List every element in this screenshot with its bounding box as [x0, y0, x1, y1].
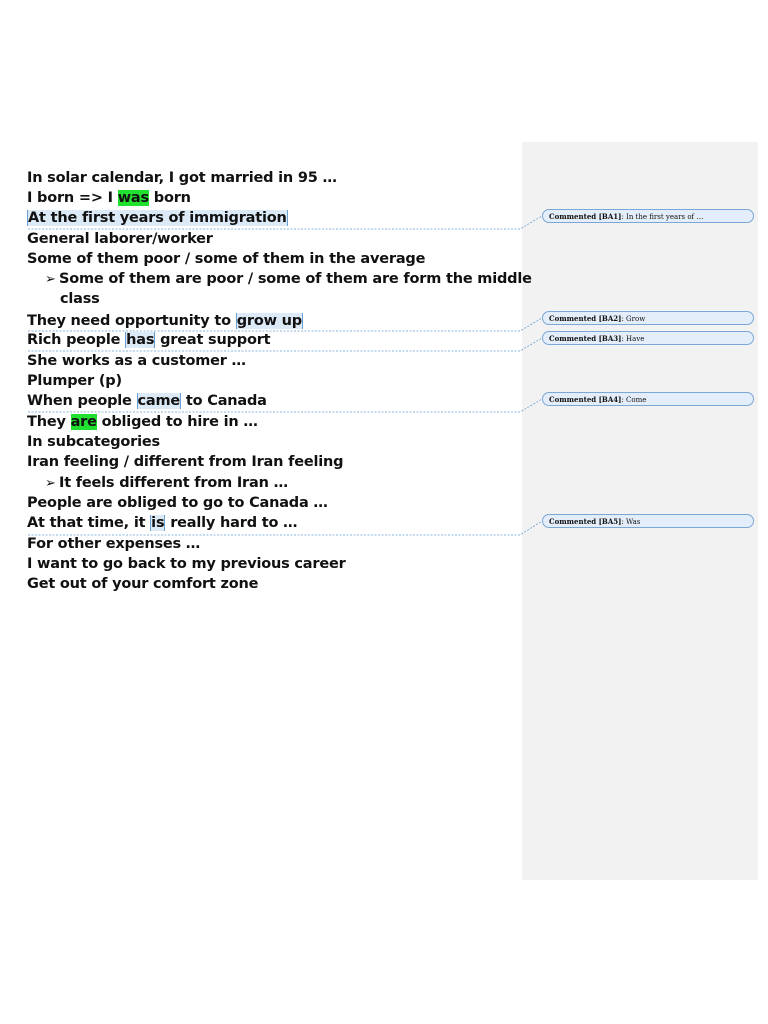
- line-text: class: [60, 291, 100, 307]
- text-line[interactable]: [27, 513, 297, 533]
- line-text: For other expenses …: [27, 536, 201, 552]
- text-line[interactable]: [27, 432, 160, 452]
- comment-pane: [522, 142, 758, 880]
- line-text: It feels different from Iran …: [59, 475, 288, 491]
- line-text: Get out of your comfort zone: [27, 576, 259, 592]
- text-line[interactable]: [60, 289, 100, 309]
- highlighted-word: are: [70, 414, 97, 430]
- line-text: obliged to hire in …: [96, 414, 258, 430]
- line-text: Some of them poor / some of them in the average: [27, 251, 426, 267]
- text-line[interactable]: [27, 188, 191, 208]
- comment-anchor[interactable]: came: [137, 393, 181, 409]
- text-line[interactable]: [27, 330, 270, 350]
- text-line[interactable]: [27, 534, 200, 554]
- line-text: Iran feeling / different from Iran feeling: [27, 454, 344, 470]
- line-text: great support: [155, 332, 271, 348]
- comment-label: Commented [BA5]: [549, 517, 622, 526]
- text-line[interactable]: [27, 168, 337, 188]
- text-line[interactable]: [27, 493, 328, 513]
- text-line[interactable]: [27, 412, 258, 432]
- line-text: When people: [27, 393, 137, 409]
- bullet-item[interactable]: [45, 269, 532, 289]
- comment-balloon[interactable]: [542, 514, 754, 528]
- line-text: Rich people: [27, 332, 126, 348]
- line-text: I want to go back to my previous career: [27, 556, 346, 572]
- comment-text: : Grow: [621, 315, 646, 323]
- line-text: In subcategories: [27, 434, 160, 450]
- text-line[interactable]: [27, 249, 425, 269]
- comment-anchor[interactable]: At the first years of immigration: [28, 210, 287, 226]
- comment-text: : Was: [621, 518, 641, 526]
- bullet-item[interactable]: [45, 473, 288, 493]
- line-text: In solar calendar, I got married in 95 …: [27, 170, 337, 186]
- comment-label: Commented [BA3]: [549, 334, 622, 343]
- comment-anchor[interactable]: grow up: [236, 313, 302, 329]
- line-text: I born => I: [27, 190, 118, 206]
- line-text: At that time, it: [27, 515, 151, 531]
- text-line[interactable]: [27, 574, 258, 594]
- comment-label: Commented [BA2]: [549, 314, 622, 323]
- line-text: She works as a customer …: [27, 353, 246, 369]
- line-text: Some of them are poor / some of them are form the middle: [59, 271, 532, 287]
- comment-anchor[interactable]: has: [126, 332, 155, 348]
- line-text: born: [148, 190, 191, 206]
- comment-label: Commented [BA4]: [549, 395, 622, 404]
- text-line[interactable]: [27, 391, 267, 411]
- line-text: They: [27, 414, 71, 430]
- comment-anchor[interactable]: is: [151, 515, 165, 531]
- text-line[interactable]: [27, 208, 288, 228]
- comment-label: Commented [BA1]: [549, 212, 622, 221]
- arrow-bullet-icon: ➢: [45, 272, 56, 287]
- line-text: really hard to …: [165, 515, 298, 531]
- comment-balloon[interactable]: [542, 331, 754, 345]
- highlighted-word: was: [117, 190, 149, 206]
- line-text: They need opportunity to: [27, 313, 236, 329]
- text-line[interactable]: [27, 371, 122, 391]
- text-line[interactable]: [27, 229, 213, 249]
- arrow-bullet-icon: ➢: [45, 476, 56, 491]
- comment-balloon[interactable]: [542, 311, 754, 325]
- line-text: General laborer/worker: [27, 231, 213, 247]
- comment-text: : Have: [621, 335, 645, 343]
- line-text: to Canada: [181, 393, 267, 409]
- text-line[interactable]: [27, 311, 303, 331]
- comment-text: : Come: [621, 396, 647, 404]
- text-line[interactable]: [27, 554, 346, 574]
- comment-text: : In the first years of …: [621, 213, 704, 221]
- line-text: People are obliged to go to Canada …: [27, 495, 328, 511]
- text-line[interactable]: [27, 351, 246, 371]
- comment-balloon[interactable]: [542, 392, 754, 406]
- comment-balloon[interactable]: [542, 209, 754, 223]
- line-text: Plumper (p): [27, 373, 122, 389]
- text-line[interactable]: [27, 452, 343, 472]
